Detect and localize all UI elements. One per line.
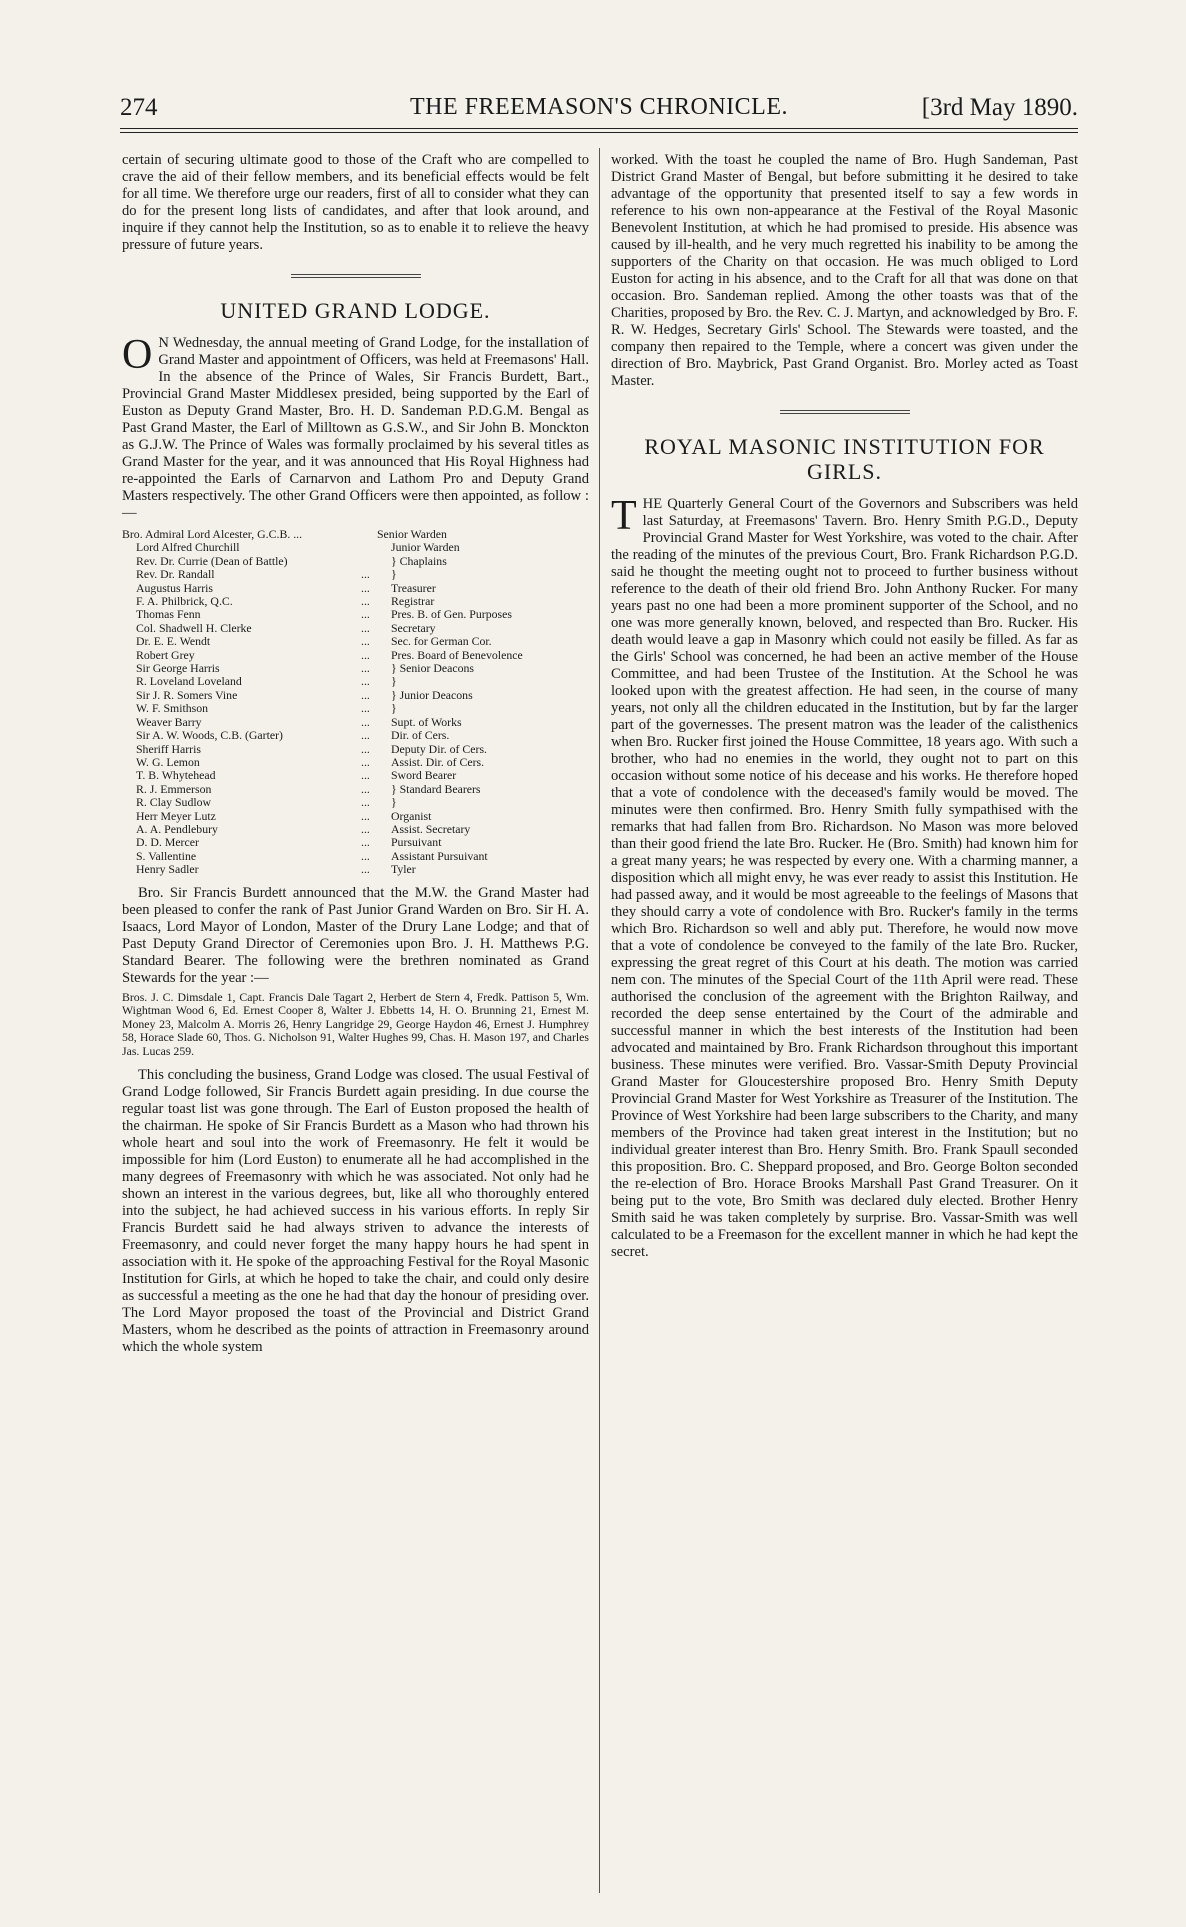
officer-office: Registrar [391,594,435,609]
officer-office: Pres. Board of Benevolence [391,647,523,662]
officer-name: Augustus Harris [136,581,214,595]
officer-row: R. Clay Sudlow ... } [122,796,589,809]
officer-office: Sec. for German Cor. [391,634,492,649]
officer-office: Sword Bearer [391,768,457,783]
officer-office: Dir. of Cers. [391,728,450,743]
officer-name: Sir A. W. Woods, C.B. (Garter) [136,729,283,743]
officer-name: Lord Alfred Churchill [136,541,240,555]
officer-office: Assist. Secretary [391,821,471,836]
officer-office: } Junior Deacons [391,687,473,702]
officer-row: Sir George Harris ... } Senior Deacons [122,662,589,675]
officer-office: Assist. Dir. of Cers. [391,754,485,769]
officer-name: Sir J. R. Somers Vine [136,688,238,702]
officer-name: Rev. Dr. Currie (Dean of Battle) [136,554,288,568]
rmig-paragraph [611,493,1078,1261]
officer-name: W. G. Lemon [136,755,200,769]
officer-office: } [391,567,397,582]
officer-office: Secretary [391,620,436,635]
section-divider [780,410,910,414]
officer-name: R. Loveland Loveland [136,675,242,689]
officer-row [122,528,589,541]
officer-office: Deputy Dir. of Cers. [391,741,487,756]
lodge-paragraph-3: This concluding the business, Grand Lodge was closed. The usual Festival of Grand Lodge followed, Sir Francis Burdett again presiding. In due course the regular toast list was gone through. The Earl of Euston proposed the health of the chairman. He spoke of Sir Francis Burdett as a Mason who had thrown his whole heart and soul into the work of Freemasonry. He felt it would be impossible for him (Lord Euston) to enumerate all he had accomplished in the many degrees of Freemasonry with which he was associated. Not only had he shown an interest in the various degrees, but, like all who thoroughly entered into the subject, he had achieved success in his various efforts. In reply Sir Francis Burdett said he had always striven to advance the interests of Freemasonry, and could never forget the many happy hours he had spent in association with it. He spoke of the approaching Festival for the Royal Masonic Institution for Girls, at which he hoped to take the chair, and could only desire as successful a meeting as the one he had that day the honour of presiding over. The Lord Mayor proposed the toast of the Provincial and District Grand Masters, whom he described as the points of attraction in Freemasonry around which the whole system [122,1066,589,1355]
header-rule [120,128,1078,129]
left-column [122,152,589,1356]
united-grand-lodge-heading: UNITED GRAND LODGE. [220,298,491,323]
officer-name: Bro. Admiral Lord Alcester, G.C.B. ... [122,528,303,541]
officer-row [122,555,589,568]
officer-row: Herr Meyer Lutz ... Organist [122,810,589,823]
lodge-paragraph-1 [122,332,589,522]
officer-row: F. A. Philbrick, Q.C. ... Registrar [122,595,589,608]
page-number: 274 [120,94,158,121]
officer-name: A. A. Pendlebury [136,822,218,836]
officer-name: Robert Grey [136,648,195,662]
officer-name: Sir George Harris [136,662,220,676]
officer-row: R. Loveland Loveland ... } [122,675,589,688]
officer-row: D. D. Mercer ... Pursuivant [122,836,589,849]
officer-office: } Senior Deacons [391,661,474,676]
continuation-paragraph: worked. With the toast he coupled the name of Bro. Hugh Sandeman, Past District Grand Master of Bengal, but before submitting it he desired to take advantage of the opportunity that presented itself to say a few words in reference to his own non-appearance at the Festival of the Royal Masonic Benevolent Institution, at which he had promised to preside. His absence was caused by ill-health, and he very much regretted his inability to be among the supporters of the Charity on that occasion. He was much obliged to Lord Euston for acting in his absence, and to the Craft for all that was done on that occasion. Bro. Sandeman replied. Among the other toasts was that of the Charities, proposed by Bro. the Rev. C. J. Martyn, and acknowledged by Bro. F. R. W. Hedges, Secretary Girls' School. The Stewards were toasted, and the company then repaired to the Temple, where a concert was given under the direction of Bro. Maybrick, Past Grand Organist. Bro. Morley acted as Toast Master. [611,152,1078,389]
rmig-heading: ROYAL MASONIC INSTITUTION FOR GIRLS. [644,434,1045,484]
lodge-paragraph-2: Bro. Sir Francis Burdett announced that the M.W. the Grand Master had been pleased to confer the rank of Past Junior Grand Warden on Bro. Sir H. A. Isaacs, Lord Mayor of London, Master of the Drury Lane Lodge; and that of Past Deputy Grand Director of Ceremonies upon Bro. J. H. Matthews P.G. Standard Bearer. The following were the brethren nominated as Grand Stewards for the year :— [122,884,589,986]
officer-row: Robert Grey ... Pres. Board of Benevolence [122,649,589,662]
officer-office: Junior Warden [391,540,460,555]
officer-name: Thomas Fenn [136,608,201,622]
officer-name: S. Vallentine [136,849,197,863]
officer-name: Col. Shadwell H. Clerke [136,621,252,635]
officer-office: Pres. B. of Gen. Purposes [391,607,512,622]
officer-row: Sir J. R. Somers Vine ... } Junior Deacons [122,689,589,702]
officer-row: Dr. E. E. Wendt ... Sec. for German Cor. [122,635,589,648]
officer-row: A. A. Pendlebury ... Assist. Secretary [122,823,589,836]
officer-name: R. J. Emmerson [136,782,212,796]
officer-row [122,541,589,554]
officer-office: } [391,701,397,716]
right-column [611,152,1078,1261]
officer-office: Supt. of Works [391,714,462,729]
officer-name: Rev. Dr. Randall [136,568,215,582]
page-header [120,94,1078,124]
officer-row: Sir A. W. Woods, C.B. (Garter) ... Dir. of Cers. [122,729,589,742]
officer-row: Sheriff Harris ... Deputy Dir. of Cers. [122,743,589,756]
officer-row: S. Vallentine ... Assistant Pursuivant [122,850,589,863]
officer-row: Rev. Dr. Randall ... } [122,568,589,581]
lodge-paragraph-1-text: N Wednesday, the annual meeting of Grand Lodge, for the installation of Grand Master and appointment of Officers, was held at Freemasons' Hall. In the absence of the Prince of Wales, Sir Francis Burdett, Bart., Provincial Grand Master Middlesex presided, being supported by the Earl of Euston as Deputy Grand Master, Bro. H. D. Sandeman P.D.G.M. Bengal as Past Grand Master, the Earl of Milltown as G.S.W., and Sir John B. Monckton as G.J.W. The Prince of Wales was formally proclaimed by his several titles as Grand Master for the year, and it was announced that His Royal Highness had re-appointed the Earls of Carnarvon and Lathom Pro and Deputy Grand Masters respectively. The other Grand Officers were then appointed, as follow :— [122,335,589,521]
officer-row: Weaver Barry ... Supt. of Works [122,716,589,729]
officer-row: Col. Shadwell H. Clerke ... Secretary [122,622,589,635]
officer-name: D. D. Mercer [136,836,199,850]
officer-office: Tyler [391,862,416,877]
officer-office: } [391,674,397,689]
officer-office: Organist [391,808,432,823]
column-separator [599,148,600,1893]
officer-office: Senior Warden [377,527,447,541]
drop-cap: O [122,332,153,378]
issue-date: [3rd May 1890. [921,94,1078,121]
officer-office: } Chaplains [391,553,447,568]
officer-row: R. J. Emmerson ... } Standard Bearers [122,783,589,796]
rmig-paragraph-text: HE Quarterly General Court of the Governors and Subscribers was held last Saturday, at Freemasons' Tavern. Bro. Henry Smith P.G.D., Deputy Provincial Grand Master for West Yorkshire, was voted to the chair. After the reading of the minutes of the previous Court, Bro. Frank Richardson P.G.D. said he thought the meeting ought not to proceed to further business without reference to the death of their old friend Bro. John Anthony Rucker. For many years past no one had been a more prominent supporter of the School, and no one was more generally known, beloved, and respected than Bro. Rucker. His death would leave a gap in Masonry which could not easily be filled. As far as the Girls' School was concerned, he had been an active member of the House Committee, and had been Trustee of the Institution. At the School he was looked upon with the greatest affection. He had seen, in the course of many years, not only all the children educated in the Institution, but by far the larger part of the governesses. The present matron was the leader of the calisthenics when Bro. Rucker first joined the House Committee, 18 years ago. With such a brother, who had no enemies in the world, they ought not to part on this occasion without some notice of his decease and his works. He therefore hoped that a vote of condolence with the deceased's family would be moved. The minutes were then confirmed. Bro. Henry Smith fully sympathised with the remarks that had fallen from Bro. Richardson. No Mason was more beloved than their good friend the late Bro. Rucker. He (Bro. Smith) had known him for a great many years; he was respected by every one. With a charming manner, a disposition which all might envy, he was ever ready to assist this Institution. He had passed away, and it would be most agreeable to the feelings of Masons that they should carry a vote of condolence with Bro. Rucker's family in the terms which Bro. Richardson so well and ably put. Therefore, he would now move that a vote of condolence be conveyed to the family of the late Bro. Rucker, expressing the great regret of this Court at his death. The motion was carried nem con. The minutes of the Special Court of the 11th April were read. These authorised the conclusion of the agreement with the Brighton Railway, and recorded the deep sense entertained by the Court of the admirable and successful manner in which the best interests of the Institution had been advocated and maintained by Bro. Frank Richardson throughout this important business. These minutes were verified. Bro. Vassar-Smith Deputy Provincial Grand Master for Gloucestershire proposed Bro. Henry Smith Deputy Provincial Grand Master for West Yorkshire as Treasurer of the Institution. The Province of West Yorkshire had been large subscribers to the Charity, and many members of the Province had taken great interest in the Institution; but no individual greater interest than Bro. Henry Smith. Bro. Frank Spaull seconded this proposition. Bro. C. Sheppard proposed, and Bro. George Bolton seconded the re-election of Bro. Horace Brooks Marshall Past Grand Treasurer. On it being put to the vote, Bro Smith was declared duly elected. Brother Henry Smith said he was taken completely by surprise. Bro. Vassar-Smith was well calculated to be a Freemason for the excellent manner in which he had kept the secret. [611,496,1078,1260]
intro-paragraph: certain of securing ultimate good to those of the Craft who are compelled to crave the aid of their fellow members, and its beneficial effects would be felt for all time. We therefore urge our readers, first of all to consider what they can do for the present long lists of candidates, and after that look around, and inquire if they cannot help the Institution, so as to enable it to relieve the heavy pressure of future years. [122,152,589,253]
grand-stewards-list: Bros. J. C. Dimsdale 1, Capt. Francis Dale Tagart 2, Herbert de Stern 4, Fredk. Pattison 5, Wm. Wightman Wood 6, Ed. Ernest Cooper 8, Walter J. Ebbetts 14, H. O. Brunning 21, Ernest M. Money 23, Malcolm A. Morris 26, Henry Langridge 29, George Haydon 46, Ernest J. Humphrey 58, Horace Slade 60, Thos. G. Nicholson 91, Walter Hughes 99, Chas. H. Mason 197, and Charles Jas. Lucas 259. [122,989,589,1058]
officer-row: W. F. Smithson ... } [122,702,589,715]
officer-office: } Standard Bearers [391,781,481,796]
officer-row: Augustus Harris ... Treasurer [122,582,589,595]
officer-name: Dr. E. E. Wendt [136,635,211,649]
officer-office: } [391,795,397,810]
officers-list [122,528,589,877]
officer-name: Weaver Barry [136,715,202,729]
officer-name: Sheriff Harris [136,742,201,756]
officer-row: W. G. Lemon ... Assist. Dir. of Cers. [122,756,589,769]
drop-cap: T [611,493,637,539]
officer-name: T. B. Whytehead [136,769,216,783]
officer-name: Herr Meyer Lutz [136,809,216,823]
officer-name: F. A. Philbrick, Q.C. [136,595,233,609]
officer-name: W. F. Smithson [136,702,209,716]
officer-office: Treasurer [391,580,436,595]
officer-row: Henry Sadler ... Tyler [122,863,589,876]
officer-row: T. B. Whytehead ... Sword Bearer [122,769,589,782]
publication-title: THE FREEMASON'S CHRONICLE. [409,94,788,120]
officer-office: Assistant Pursuivant [391,848,488,863]
officer-name: Henry Sadler [136,863,199,877]
officer-name: R. Clay Sudlow [136,796,212,810]
officer-row: Thomas Fenn ... Pres. B. of Gen. Purposes [122,608,589,621]
header-rule-thin [120,132,1078,133]
officer-office: Pursuivant [391,835,442,850]
section-divider [291,274,421,278]
